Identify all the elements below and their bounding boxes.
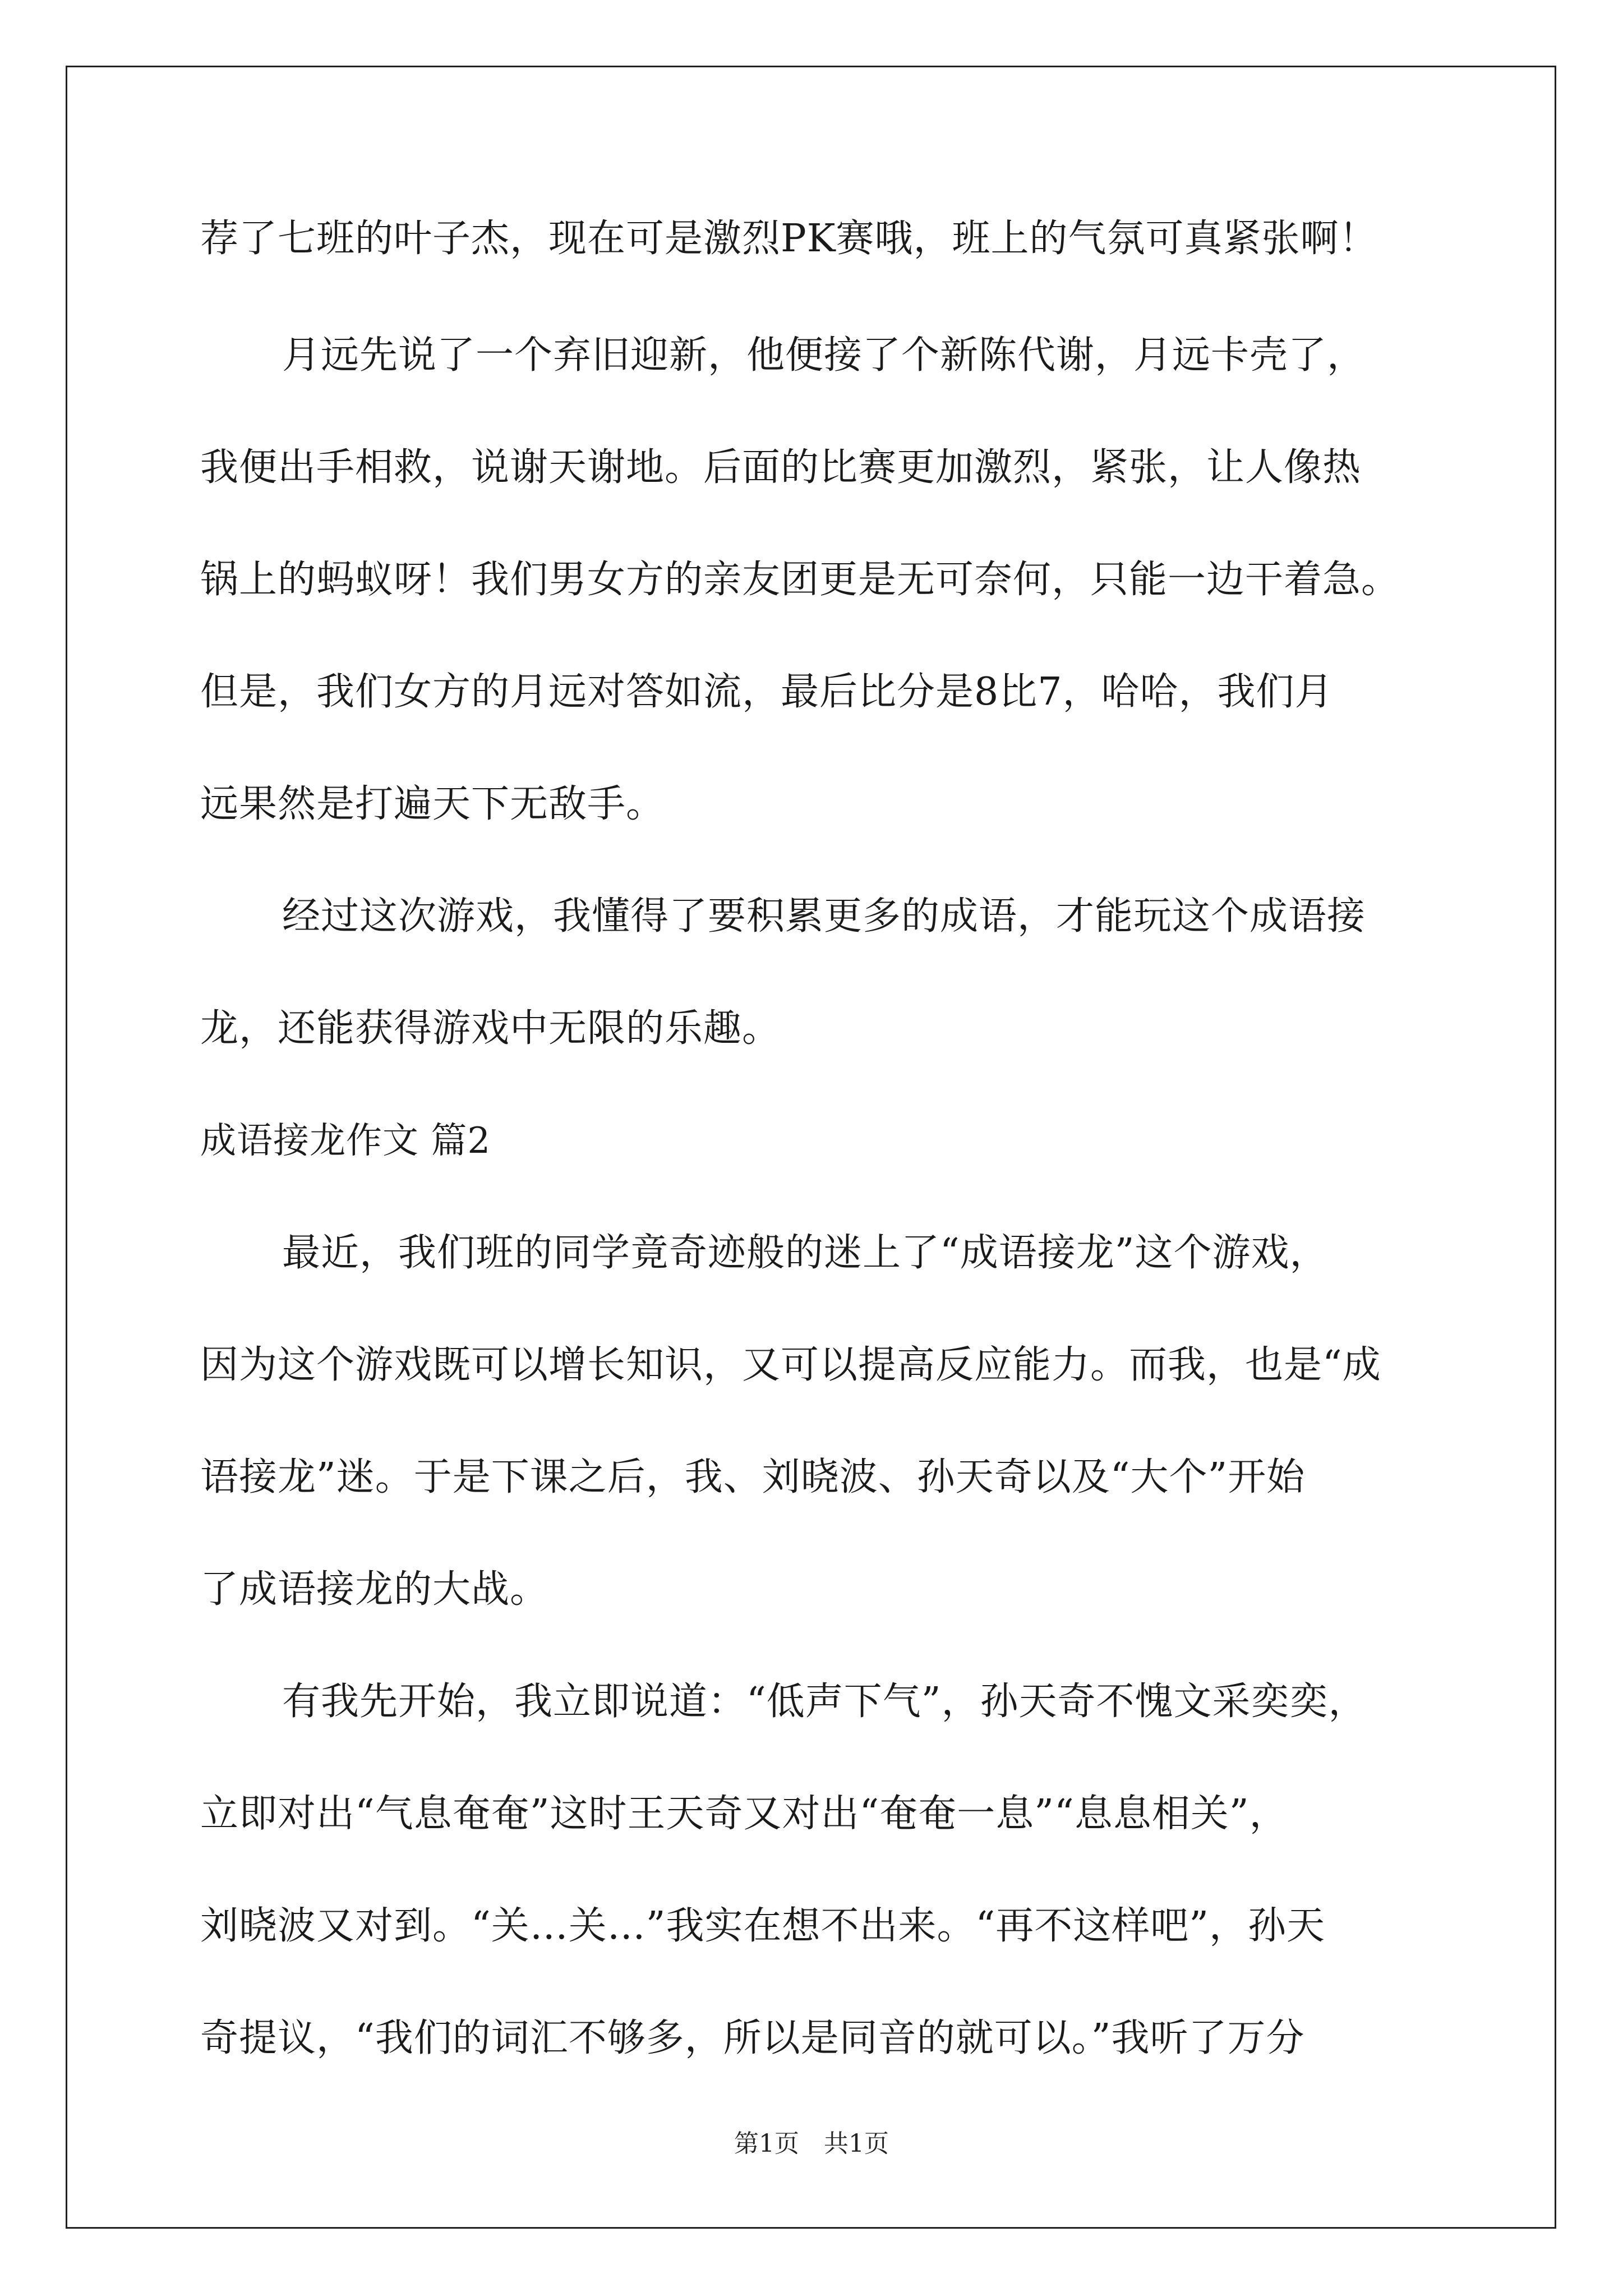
text-line: 荐了七班的叶子杰，现在可是激烈PK赛哦，班上的气氛可真紧张啊！: [200, 217, 1378, 261]
page-footer: 第1页 共1页: [734, 2129, 889, 2158]
text-line: 锅上的蚂蚁呀！我们男女方的亲友团更是无可奈何，只能一边干着急。: [200, 558, 1400, 602]
text-line: 龙，还能获得游戏中无限的乐趣。: [200, 1006, 781, 1051]
paragraph-start-line: 最近，我们班的同学竟奇迹般的迷上了“成语接龙”这个游戏，: [282, 1231, 1329, 1275]
text-line: 立即对出“气息奄奄”这时王天奇又对出“奄奄一息”“息息相关”，: [200, 1792, 1288, 1836]
paragraph-start-line: 经过这次游戏，我懂得了要积累更多的成语，才能玩这个成语接: [282, 894, 1366, 938]
text-line: 远果然是打遍天下无敌手。: [200, 782, 665, 826]
paragraph-start-line: 月远先说了一个弃旧迎新，他便接了个新陈代谢，月远卡壳了，: [282, 333, 1366, 378]
text-line: 刘晓波又对到。“关…关…”我实在想不出来。“再不这样吧”，孙天: [200, 1904, 1326, 1948]
text-line: 奇提议，“我们的词汇不够多，所以是同音的就可以。”我听了万分: [200, 2016, 1305, 2060]
text-line: 语接龙”迷。于是下课之后，我、刘晓波、孙天奇以及“大个”开始: [200, 1455, 1306, 1499]
section-heading: 成语接龙作文 篇2: [200, 1120, 491, 1162]
text-line: 但是，我们女方的月远对答如流，最后比分是8比7，哈哈，我们月: [200, 670, 1334, 714]
paragraph-start-line: 有我先开始，我立即说道：“低声下气”，孙天奇不愧文采奕奕，: [282, 1680, 1367, 1724]
text-line: 了成语接龙的大战。: [200, 1567, 549, 1612]
text-line: 因为这个游戏既可以增长知识，又可以提高反应能力。而我，也是“成: [200, 1343, 1381, 1387]
text-line: 我便出手相救，说谢天谢地。后面的比赛更加激烈，紧张，让人像热: [200, 445, 1362, 490]
